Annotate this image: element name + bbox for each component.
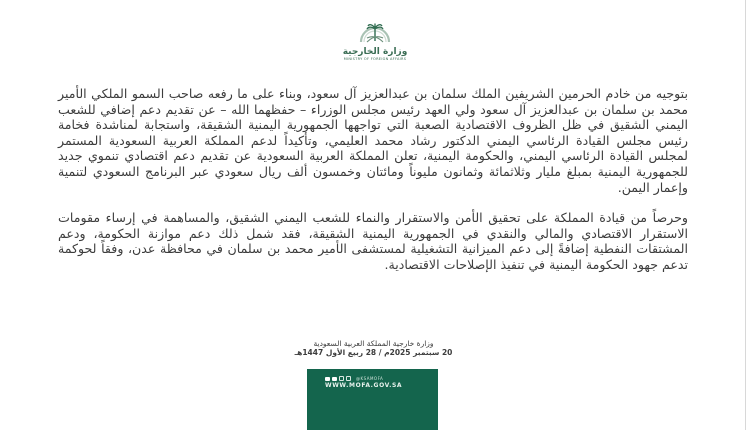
statement-paragraph-2: وحرصاً من قيادة المملكة على تحقيق الأمن والاستقرار والنماء للشعب اليمني الشقيق، والمساهمة في إرساء مقومات الاستقرار الاقتصادي والمالي والنقدي في الجمهورية اليمنية الشقيقة، فقد شمل ذلك دعم موازنة الحكومة، ودعم المشتقات النفطية إضافةً إلى دعم الميزانية التشغيلية لمستشفى الأمير محمد بن سلمان في محافظة عدن، وفقاً لحوكمة تدعم جهود الحكومة اليمنية في تنفيذ الإصلاحات الاقتصادية. [58,210,688,272]
page-edge-divider [745,0,746,430]
issue-date: 20 سبتمبر 2025م / 28 ربيع الأول 1447هـ [294,347,453,357]
website-link[interactable]: WWW.MOFA.GOV.SA [325,382,403,389]
ministry-name-arabic: وزارة الخارجية [342,47,408,57]
footer-banner [307,369,438,430]
signature-block [200,340,547,357]
ministry-logo [335,22,415,64]
statement-body [58,86,688,288]
social-handle[interactable]: @KSAMOFA [356,376,384,381]
issuer-name: وزارة خارجية المملكة العربية السعودية [313,339,434,348]
social-links [325,376,383,381]
saudi-emblem-icon [355,22,395,46]
facebook-icon[interactable] [332,377,337,381]
youtube-icon[interactable] [325,377,330,381]
statement-paragraph-1: بتوجيه من خادم الحرمين الشريفين الملك سلمان بن عبدالعزيز آل سعود، وبناء على ما رفعه صاحب السمو الملكي الأمير محمد بن سلمان بن عبدالعزيز آل سعود ولي العهد رئيس مجلس الوزراء – حفظهما الله – عن تقديم دعم إضافي للشعب اليمني الشقيق في ظل الظروف الاقتصادية الصعبة التي تواجهها الجمهورية اليمنية الشقيقة، واستجابة لمناشدة فخامة رئيس مجلس القيادة الرئاسي اليمني الدكتور رشاد محمد العليمي، وتأكيداً لدعم المملكة العربية السعودية المستمر لمجلس القيادة الرئاسي اليمني، والحكومة اليمنية، تعلن المملكة العربية السعودية عن تقديم دعم اقتصادي تنموي جديد للجمهورية اليمنية بمبلغ مليار وثلاثمائة وثمانون مليوناً ومائتان وخمسون ألف ريال سعودي عبر البرنامج السعودي لتنمية وإعمار اليمن. [58,86,688,195]
x-icon[interactable] [346,376,351,381]
instagram-icon[interactable] [339,376,344,381]
ministry-name-english: MINISTRY OF FOREIGN AFFAIRS [343,57,407,61]
